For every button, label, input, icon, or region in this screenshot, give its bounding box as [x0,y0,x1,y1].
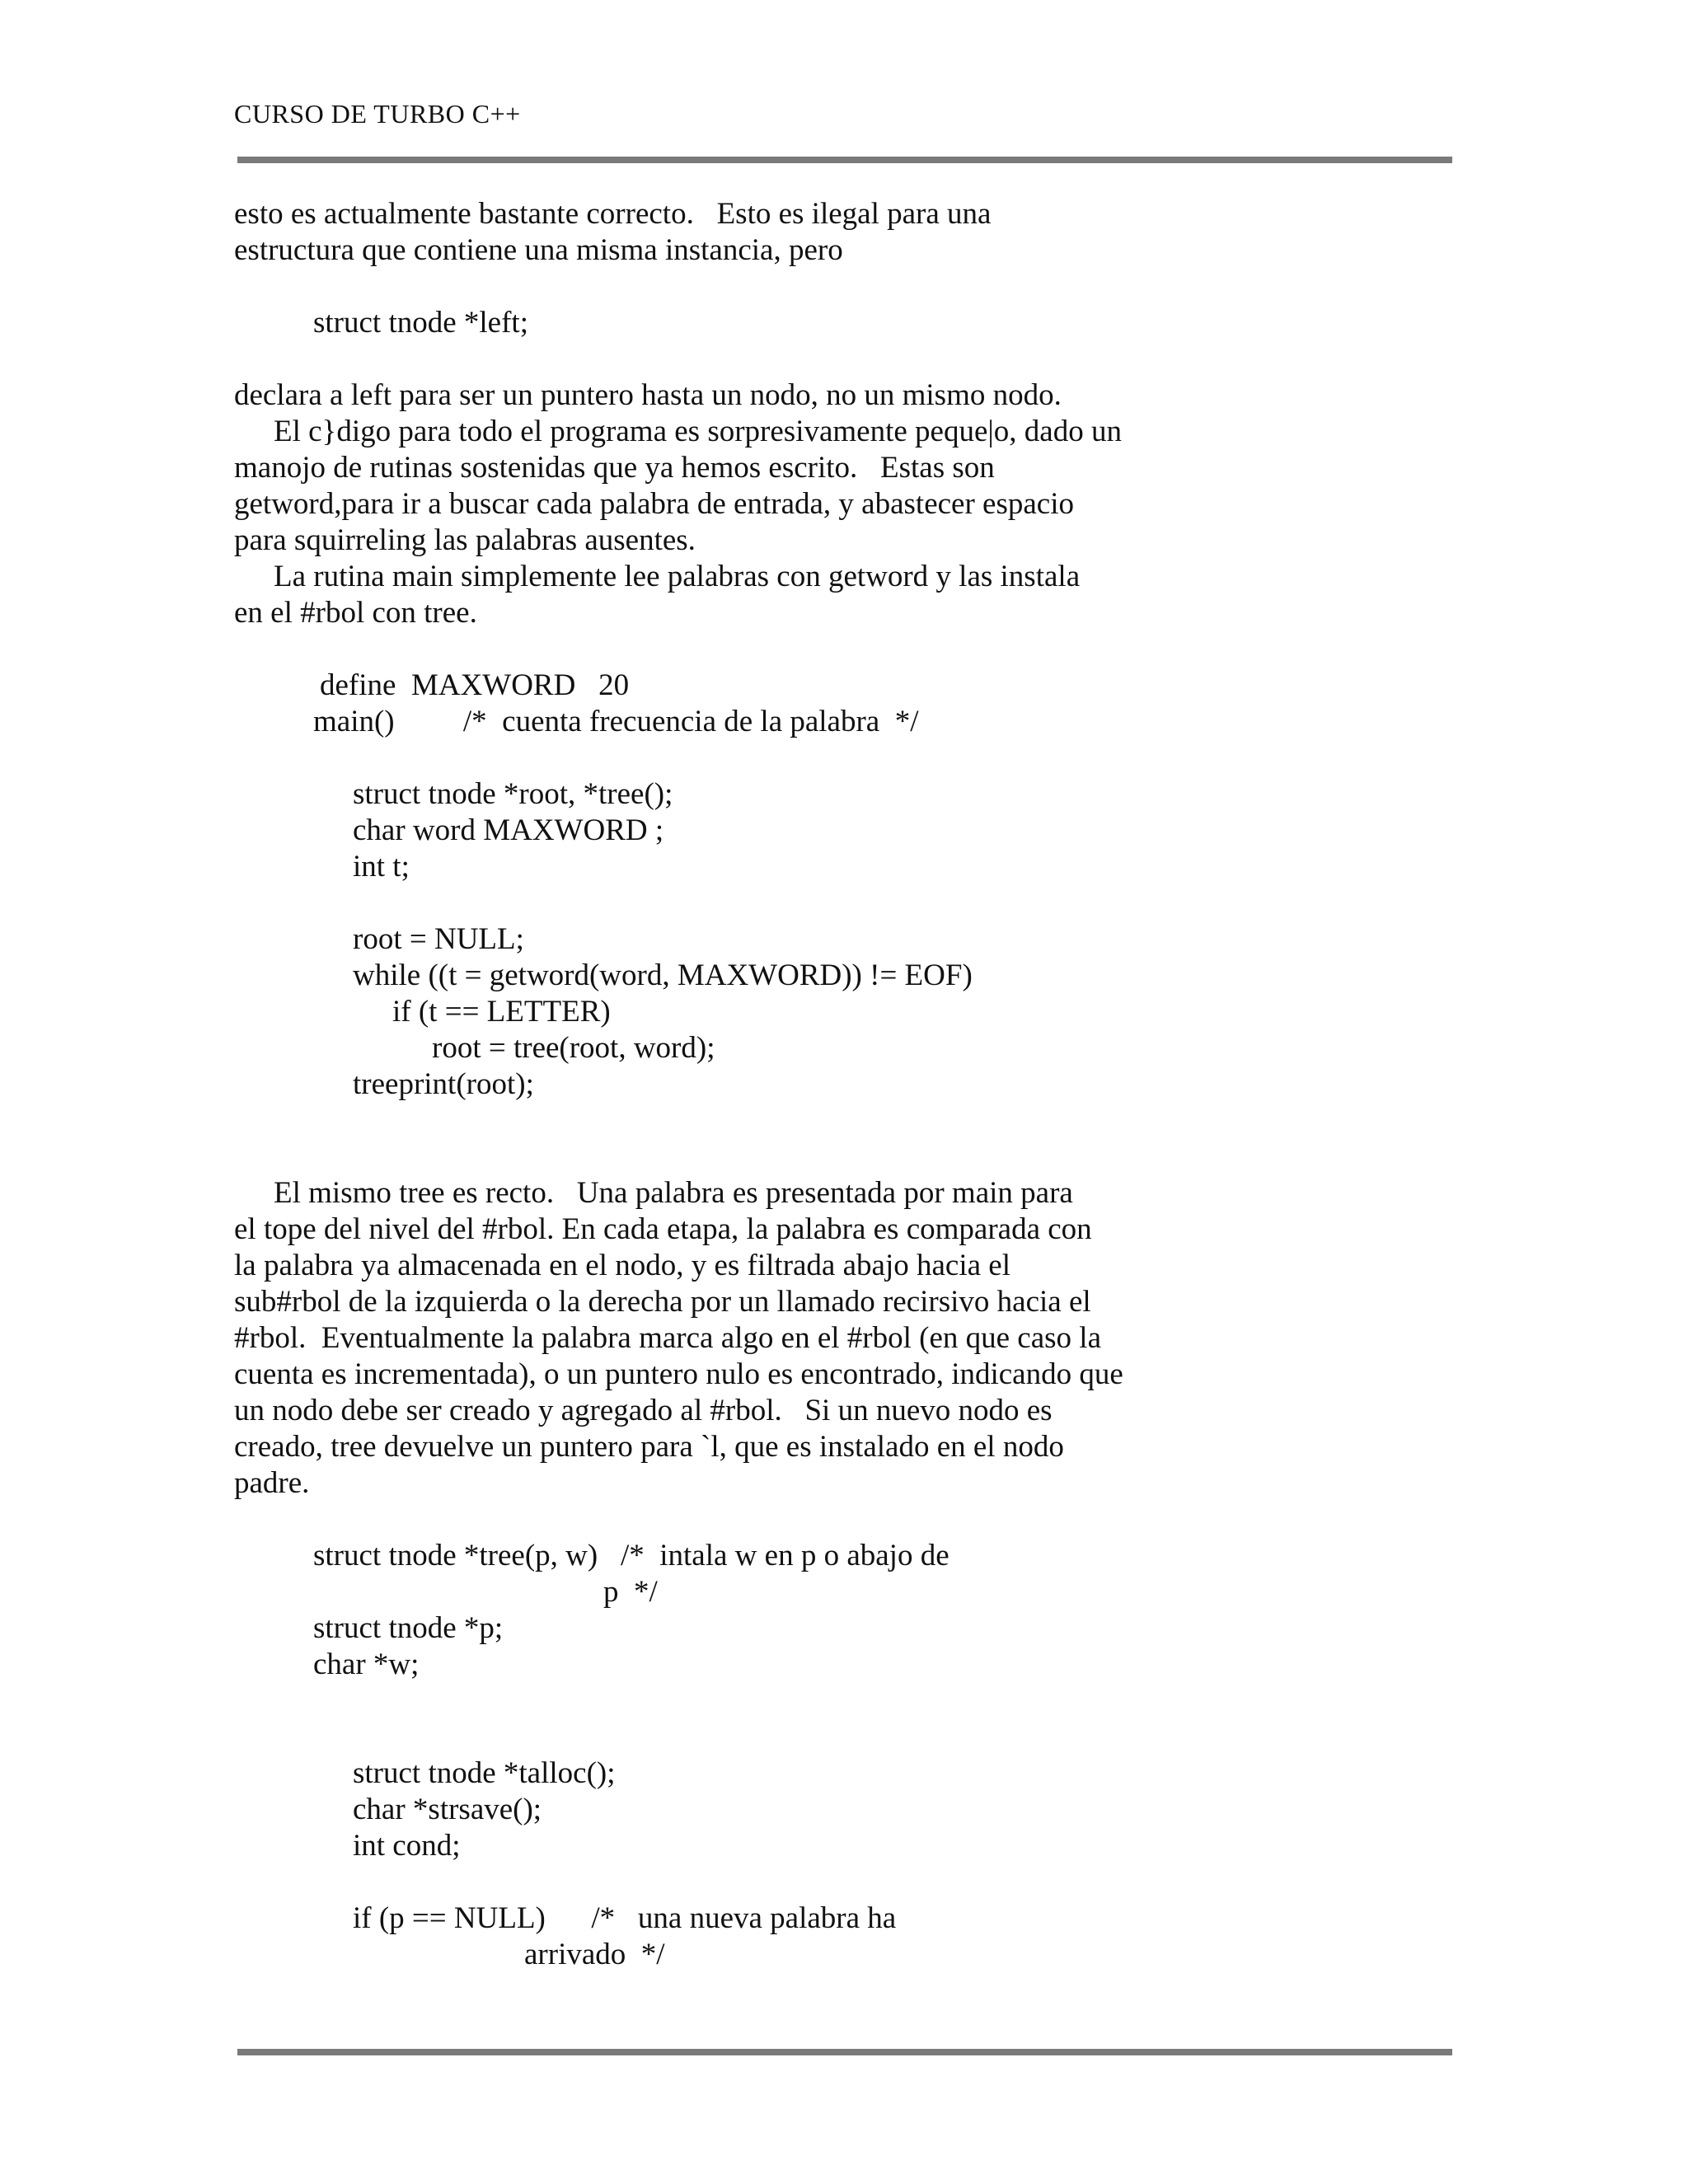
text-line: un nodo debe ser creado y agregado al #rbol. Si un nuevo nodo es [234,1394,1053,1427]
code-line: if (t == LETTER) [392,995,611,1029]
text-line: creado, tree devuelve un puntero para `l, que es instalado en el nodo [234,1430,1064,1464]
code-line: define MAXWORD 20 [320,668,630,702]
text-line: padre. [234,1466,310,1500]
text-line: La rutina main simplemente lee palabras con getword y las instala [274,560,1081,593]
text-line: esto es actualmente bastante correcto. Esto es ilegal para una [234,197,992,231]
text-line: #rbol. Eventualmente la palabra marca algo en el #rbol (en que caso la [234,1321,1101,1355]
code-line: p */ [603,1575,658,1609]
text-line: el tope del nivel del #rbol. En cada etapa, la palabra es comparada con [234,1212,1092,1246]
footer-rule [237,2049,1452,2055]
code-line: while ((t = getword(word, MAXWORD)) != EOF) [353,958,973,992]
text-line: la palabra ya almacenada en el nodo, y es filtrada abajo hacia el [234,1249,1010,1282]
text-line: declara a left para ser un puntero hasta un nodo, no un mismo nodo. [234,378,1062,412]
code-line: struct tnode *root, *tree(); [353,777,673,811]
code-line: int t; [353,850,410,883]
code-line: int cond; [353,1829,461,1863]
page-header-title: CURSO DE TURBO C++ [234,99,521,129]
text-line: estructura que contiene una misma instancia, pero [234,233,843,267]
text-line: El mismo tree es recto. Una palabra es presentada por main para [274,1176,1073,1210]
text-line: cuenta es incrementada), o un puntero nulo es encontrado, indicando que [234,1357,1123,1391]
text-line: en el #rbol con tree. [234,596,477,630]
code-line: root = NULL; [353,922,524,956]
code-line: if (p == NULL) /* una nueva palabra ha [353,1901,897,1935]
code-line: struct tnode *talloc(); [353,1756,616,1790]
code-line: treeprint(root); [353,1067,534,1101]
code-line: arrivado */ [524,1938,665,1971]
code-line: char *strsave(); [353,1793,542,1826]
code-line: struct tnode *p; [313,1611,504,1645]
text-line: getword,para ir a buscar cada palabra de entrada, y abastecer espacio [234,487,1074,521]
text-line: para squirreling las palabras ausentes. [234,523,696,557]
code-line: root = tree(root, word); [432,1031,715,1065]
code-line: struct tnode *left; [313,306,528,340]
text-line: El c}digo para todo el programa es sorpresivamente peque|o, dado un [274,415,1122,448]
code-line: char *w; [313,1647,420,1681]
text-line: sub#rbol de la izquierda o la derecha por un llamado recirsivo hacia el [234,1285,1091,1319]
code-line: struct tnode *tree(p, w) /* intala w en p o abajo de [313,1539,950,1572]
header-rule [237,157,1452,163]
code-line: char word MAXWORD ; [353,813,664,847]
code-line: main() /* cuenta frecuencia de la palabra */ [313,705,919,738]
text-line: manojo de rutinas sostenidas que ya hemos escrito. Estas son [234,451,995,485]
